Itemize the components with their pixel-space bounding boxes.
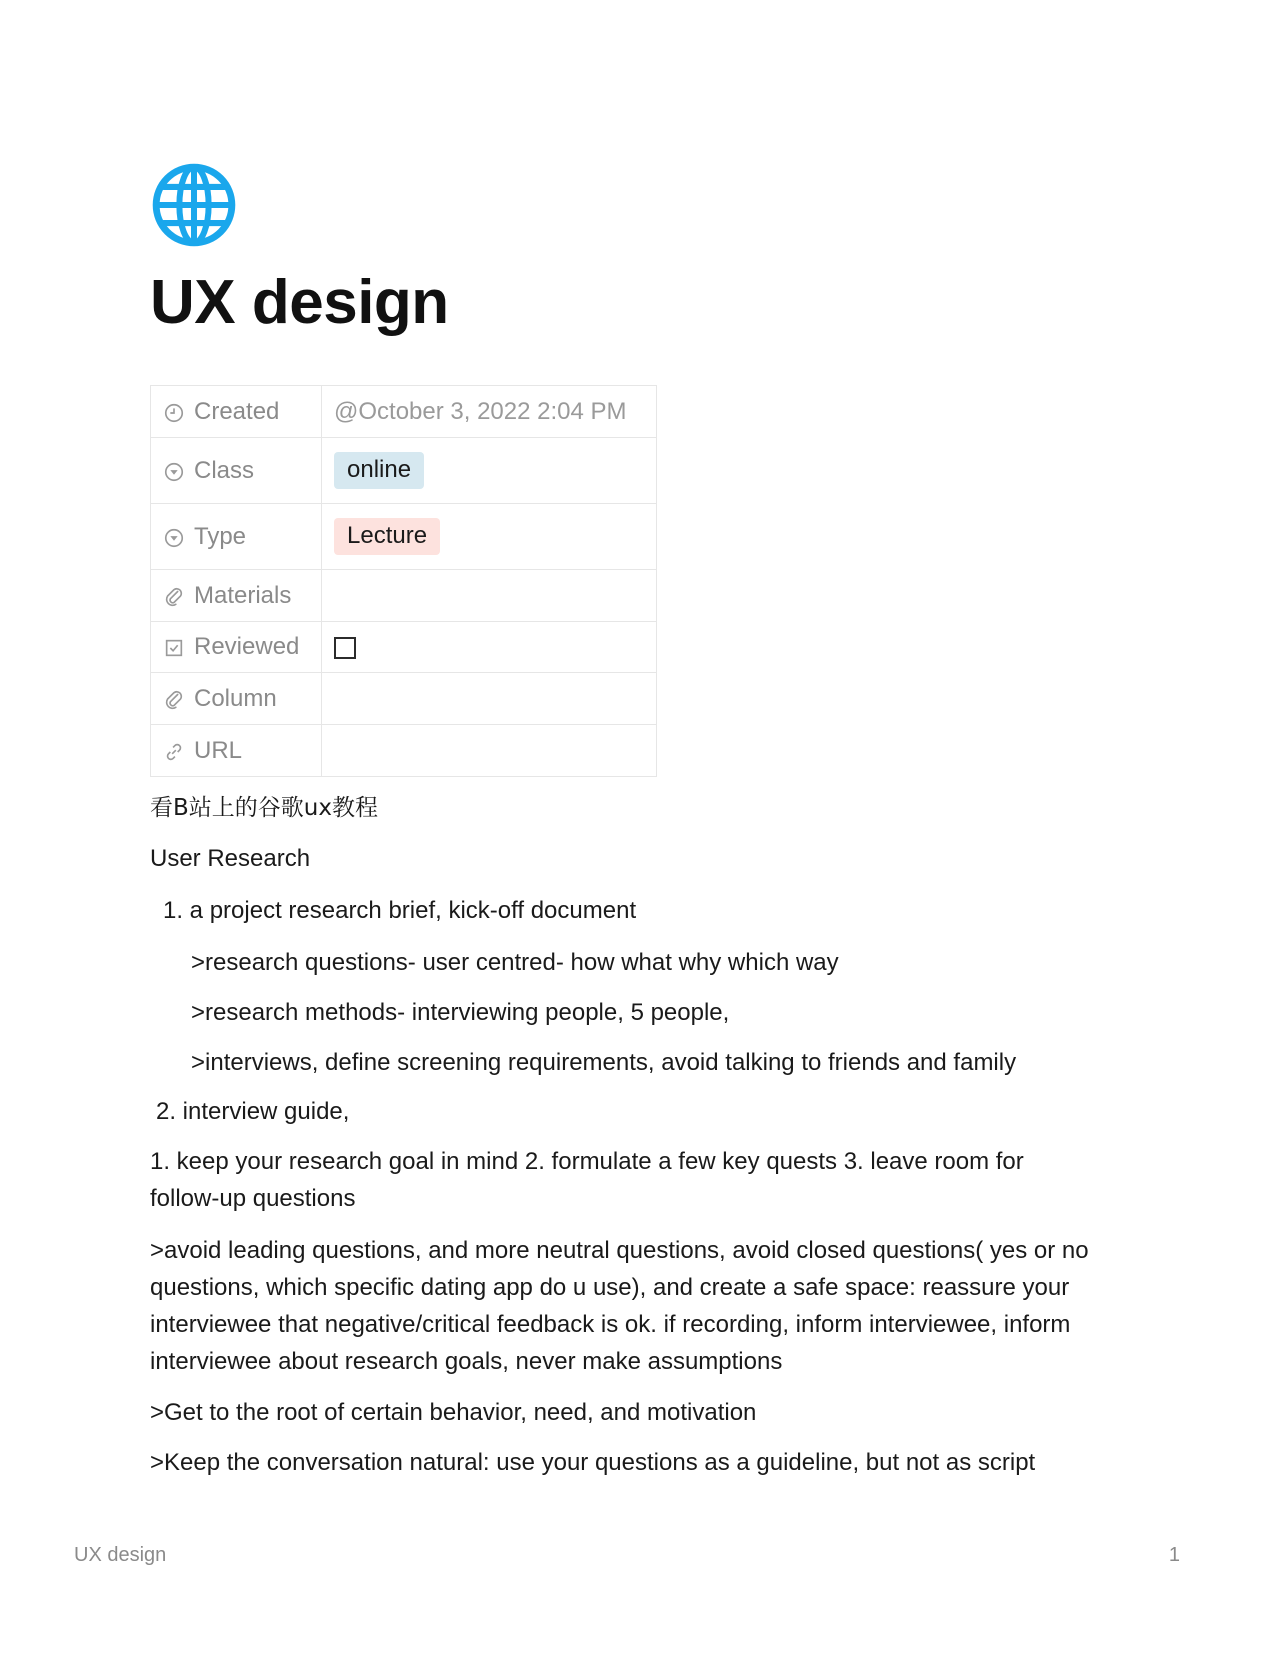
property-key-column [151,673,322,725]
select-icon [163,527,185,549]
list-subitem: >research methods- interviewing people, 5 people, [191,999,730,1026]
paperclip-icon [163,689,185,711]
property-label: Created [194,397,280,425]
property-row-type [151,504,657,570]
property-label: URL [194,736,243,764]
properties-table [150,385,657,777]
checkbox-icon [163,637,185,659]
property-value-created[interactable]: @October 3, 2022 2:04 PM [322,386,657,438]
paperclip-icon [163,586,185,608]
property-value-reviewed [322,622,657,673]
select-icon [163,461,185,483]
property-key-materials [151,570,322,622]
property-value-class[interactable] [322,438,657,504]
property-row-class [151,438,657,504]
property-label: Class [194,456,255,484]
property-row-url [151,725,657,777]
property-label: Reviewed [194,633,300,660]
paragraph: >Get to the root of certain behavior, need, and motivation [150,1399,757,1426]
page-title: UX design [150,268,449,337]
property-value-url[interactable] [322,725,657,777]
property-value-column[interactable] [322,673,657,725]
property-label: Type [194,522,247,550]
property-key-created [151,386,322,438]
property-key-type [151,504,322,570]
property-row-materials [151,570,657,622]
property-key-reviewed [151,622,322,673]
page-number: 1 [1168,1544,1180,1566]
property-key-url [151,725,322,777]
section-heading: User Research [150,845,311,872]
property-value-materials[interactable] [322,570,657,622]
intro-text: 看B站上的谷歌ux教程 [150,795,378,821]
list-subitem: >research questions- user centred- how what why which way [191,949,839,976]
footer-title: UX design [74,1544,167,1566]
property-value-type[interactable] [322,504,657,570]
property-key-class [151,438,322,504]
link-icon [163,741,185,763]
property-label: Column [194,684,277,712]
paragraph: 1. keep your research goal in mind 2. formulate a few key quests 3. leave room for follow-up questions [150,1148,1024,1212]
property-label: Materials [194,581,292,609]
paragraph: >avoid leading questions, and more neutral questions, avoid closed questions( yes or no questions, which specific dating app do u use), and create a safe space: reassure your interviewee that negative/critical feedback is ok. if recording, inform interviewee, inform interviewee about research goals, never make assumptions [150,1237,1089,1375]
reviewed-checkbox[interactable] [334,637,356,659]
globe-icon [151,162,237,248]
list-item-2: 2. interview guide, [156,1098,350,1125]
class-tag[interactable]: online [334,452,424,489]
clock-icon [163,402,185,424]
paragraph: >Keep the conversation natural: use your questions as a guideline, but not as script [150,1449,1036,1476]
property-row-created [151,386,657,438]
property-row-column [151,673,657,725]
list-item-1: 1. a project research brief, kick-off document [163,897,637,924]
list-subitem: >interviews, define screening requirements, avoid talking to friends and family [191,1049,1017,1076]
type-tag[interactable]: Lecture [334,518,440,555]
property-row-reviewed [151,622,657,673]
